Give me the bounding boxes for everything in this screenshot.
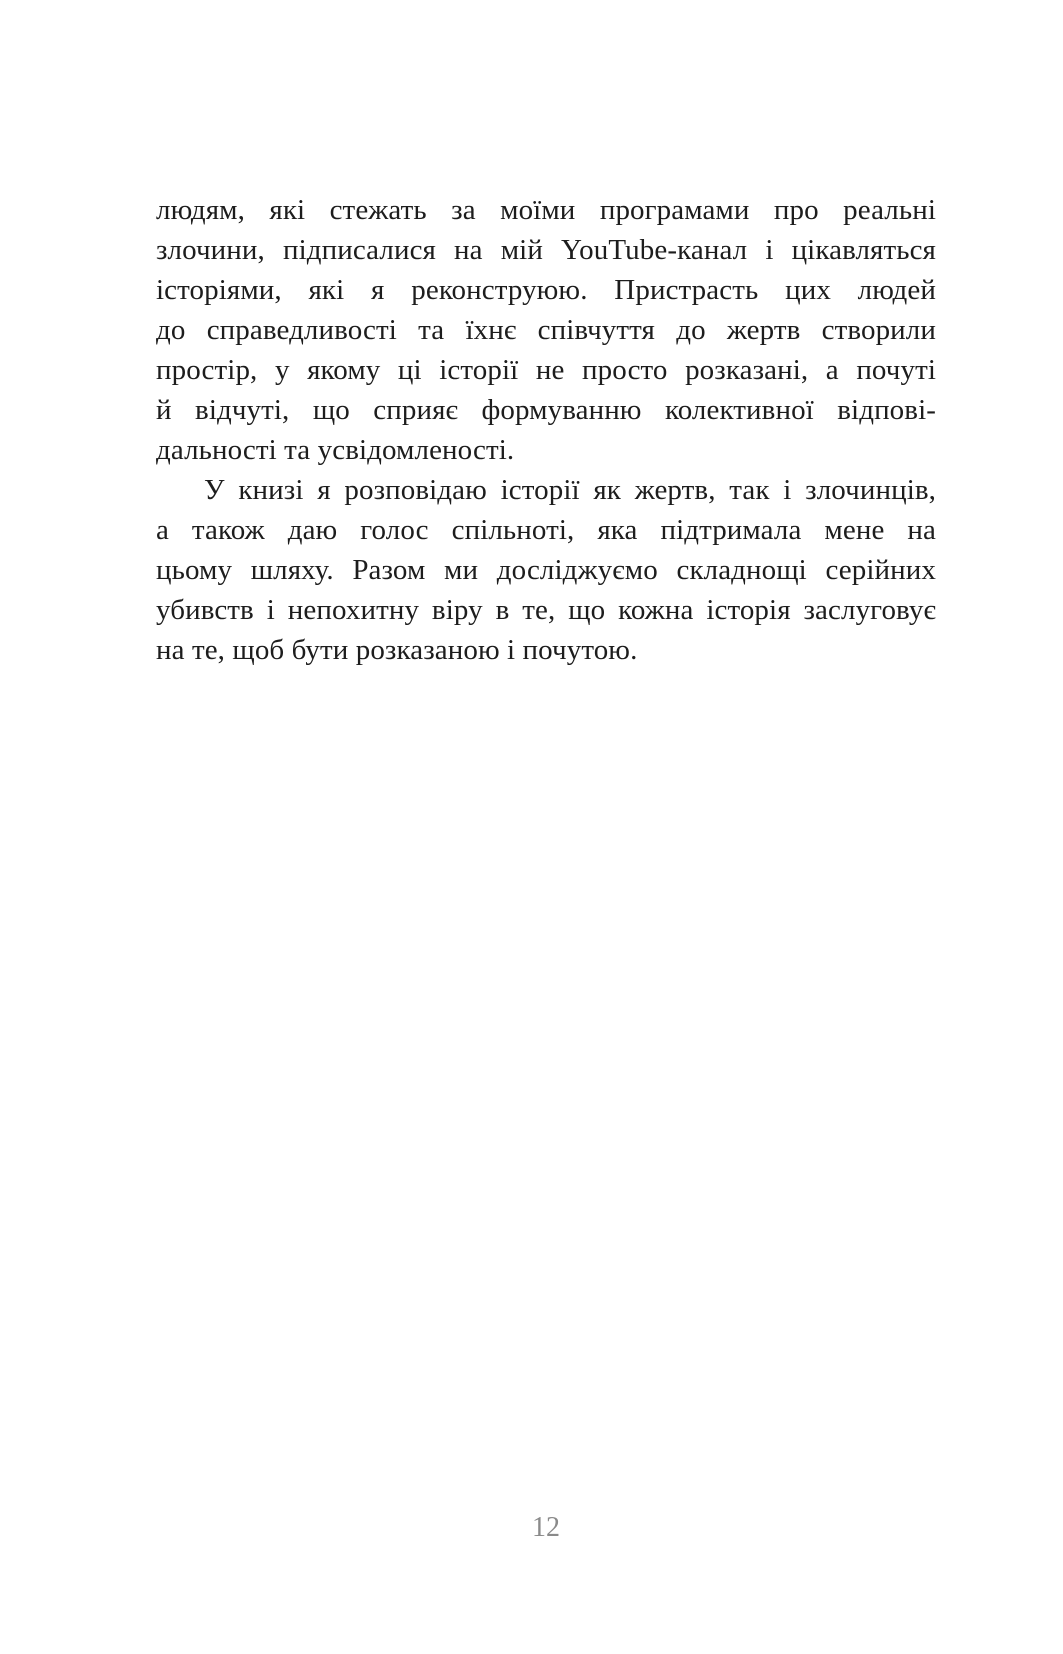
- text-line: а також даю голос спільноті, яка підтримала мене на: [156, 514, 936, 546]
- text-line: У книзі я розповідаю історії як жертв, так і злочинців,: [204, 474, 936, 506]
- text-line: дальності та усвідомленості.: [156, 434, 515, 466]
- paragraph-1: [156, 190, 936, 470]
- paragraph-2: [156, 470, 936, 670]
- text-line: людям, які стежать за моїми програмами про реальні: [156, 194, 936, 226]
- text-line: убивств і непохитну віру в те, що кожна історія заслуговує: [156, 594, 936, 626]
- text-line: й відчуті, що сприяє формуванню колективної відпові-: [156, 394, 936, 426]
- text-line: простір, у якому ці історії не просто розказані, а почуті: [156, 354, 936, 386]
- text-line: історіями, які я реконструюю. Пристрасть цих людей: [156, 274, 936, 306]
- text-line: до справедливості та їхнє співчуття до жертв створили: [156, 314, 936, 346]
- page-number: 12: [532, 1512, 560, 1543]
- text-line: злочини, підписалися на мій YouTube-канал і цікавляться: [156, 234, 936, 266]
- page-footer: [156, 1510, 936, 1546]
- text-line: на те, щоб бути розказаною і почутою.: [156, 634, 638, 666]
- body-text: [156, 190, 936, 670]
- text-line: цьому шляху. Разом ми досліджуємо складнощі серійних: [156, 554, 936, 586]
